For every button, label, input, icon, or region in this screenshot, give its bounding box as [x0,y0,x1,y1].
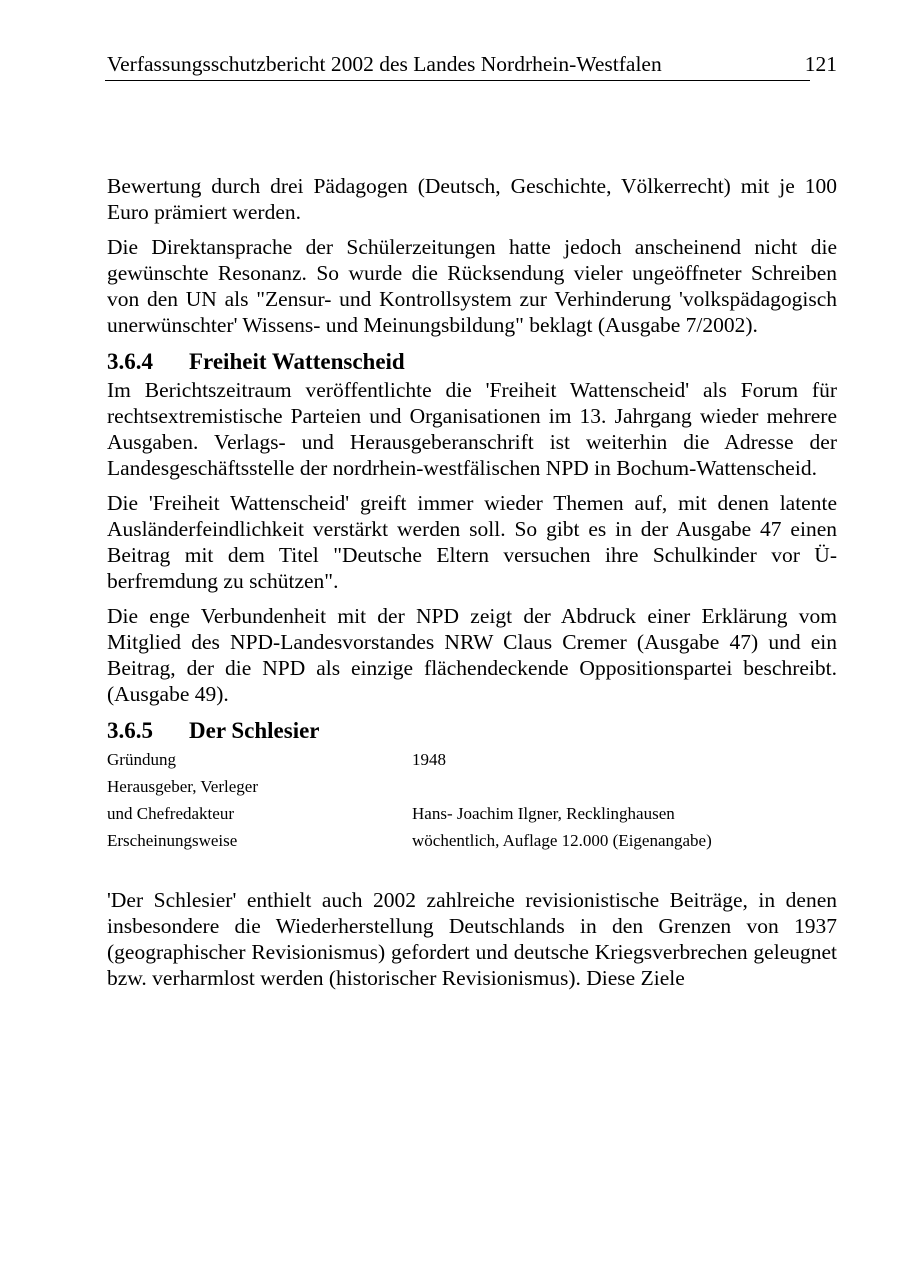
facts-label: und Chefredakteur [107,804,234,823]
facts-value: wöchentlich, Auflage 12.000 (Eigenangabe) [412,831,712,850]
facts-value [412,773,712,800]
facts-label: Herausgeber, Verleger [107,777,258,796]
facts-value: Hans- Joachim Ilgner, Recklinghausen [412,804,675,823]
header-rule [105,80,810,81]
page-body [107,173,837,1000]
facts-label: Gründung [107,750,176,769]
paragraph-intro-2: Die Direktansprache der Schülerzeitungen hatte jedoch anscheinend nicht die gewünschte Resonanz. So wurde die Rücksendung vieler ungeöffneter Schreiben von den UN als "Zensur- und Kontrollsystem zur Verhinderung 'volkspädagogisch unerwünschter' Wissens- und Meinungsbildung" beklagt (Ausgabe 7/2002). [107,235,837,337]
page-number: 121 [804,52,837,76]
section-title: Der Schlesier [189,718,320,743]
paragraph-fw-2: Die 'Freiheit Wattenscheid' greift immer wieder Themen auf, mit denen latente Ausländerfeindlichkeit verstärkt werden soll. So gibt es in der Ausgabe 47 einen Beitrag mit dem Titel "Deutsche Eltern versuchen ihre Schulkinder vor Überfremdung zu schützen". [107,491,837,593]
paragraph-schlesier-1: 'Der Schlesier' enthielt auch 2002 zahlreiche revisionistische Beiträge, in denen insbesondere die Wiederherstellung Deutschlands in den Grenzen von 1937 (geographischer Revisionismus) gefordert und deutsche Kriegsverbrechen geleugnet bzw. verharmlost werden (historischer Revisionismus). Diese Ziele [107,888,837,990]
facts-row [107,746,712,773]
facts-row [107,827,712,854]
paragraph-fw-3: Die enge Verbundenheit mit der NPD zeigt der Abdruck einer Erklärung vom Mitglied des NPD-Landesvorstandes NRW Claus Cremer (Ausgabe 47) und ein Beitrag, der die NPD als einzige flächendeckende Oppositionspartei beschreibt. (Ausgabe 49). [107,604,837,706]
facts-value: 1948 [412,750,446,769]
section-number: 3.6.4 [107,349,153,374]
page-header [107,52,837,82]
paragraph-intro-1: Bewertung durch drei Pädagogen (Deutsch, Geschichte, Völkerrecht) mit je 100 Euro prämiert werden. [107,174,837,224]
section-heading-der-schlesier [107,716,837,746]
running-title: Verfassungsschutzbericht 2002 des Landes Nordrhein-Westfalen [107,52,662,76]
facts-row [107,773,712,800]
paragraph-fw-1: Im Berichtszeitraum veröffentlichte die 'Freiheit Wattenscheid' als Forum für rechtsextremistische Parteien und Organisationen im 13. Jahrgang wieder mehrere Ausgaben. Verlags- und Herausgeberanschrift ist weiterhin die Adresse der Landesgeschäftsstelle der nordrhein-westfälischen NPD in Bochum-Wattenscheid. [107,378,837,480]
section-title: Freiheit Wattenscheid [189,349,405,374]
facts-label: Erscheinungsweise [107,831,238,850]
section-number: 3.6.5 [107,718,153,743]
facts-row [107,800,712,827]
section-heading-freiheit-wattenscheid [107,347,837,377]
publication-facts-table [107,746,712,854]
